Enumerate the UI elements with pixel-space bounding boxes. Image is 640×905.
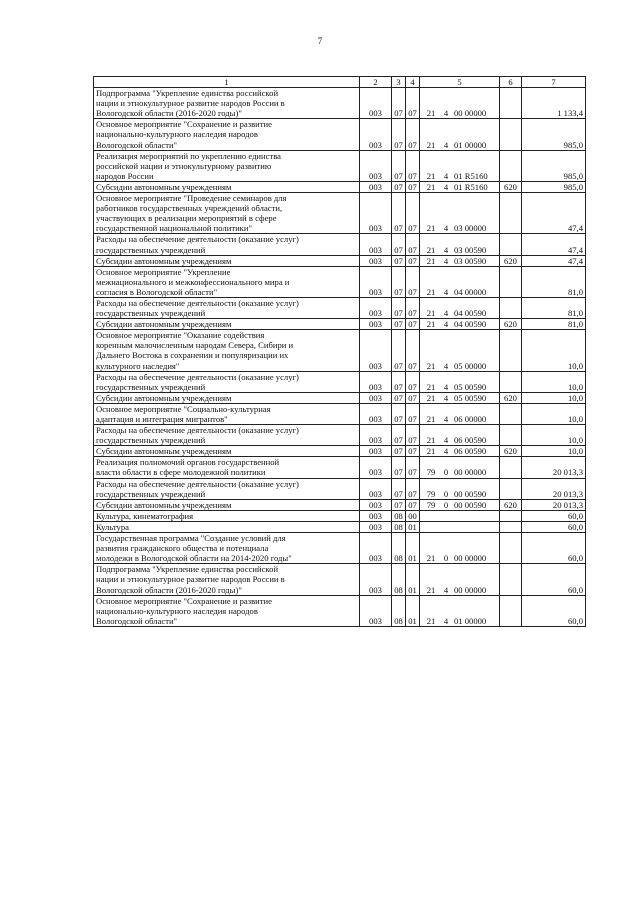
cell-ved: 003: [360, 392, 392, 403]
csr-subprogram: 4: [443, 108, 449, 119]
csr-subprogram: 4: [443, 255, 449, 266]
cell-name: Реализация мероприятий по укреплению единства российской нации и этнокультурному развитию народов России: [94, 150, 360, 181]
table-row: [94, 510, 586, 521]
header-cell-name: 1: [94, 77, 360, 88]
cell-rz: 07: [392, 119, 406, 150]
cell-rz: 07: [392, 446, 406, 457]
cell-rz: 07: [392, 371, 406, 392]
csr-subprogram: 4: [443, 170, 449, 181]
cell-pr: 01: [406, 564, 420, 595]
csr-direction: 00 00590: [454, 499, 487, 510]
csr-direction: 01 00000: [454, 139, 487, 150]
csr-subprogram: 4: [443, 414, 449, 424]
cell-ved: 003: [360, 457, 392, 478]
cell-csr: [420, 88, 500, 119]
cell-csr: [420, 319, 500, 330]
csr-program: 21: [426, 286, 436, 297]
cell-name: Основное мероприятие "Оказание содействия коренным малочисленным народам Севера, Сибири и Дальнего Востока в сохранении и популяризации их культурного наследия": [94, 330, 360, 371]
cell-sum: 60,0: [522, 595, 586, 626]
cell-ved: 003: [360, 319, 392, 330]
csr-program: 21: [426, 446, 436, 457]
table-row: [94, 255, 586, 266]
csr-program: 21: [426, 584, 436, 595]
cell-name: Субсидии автономным учреждениям: [94, 181, 360, 192]
csr-program: 21: [426, 381, 436, 392]
cell-name: Основное мероприятие "Сохранение и развитие национально-культурного наследия народов Вологодской области": [94, 595, 360, 626]
csr-program: 21: [426, 108, 436, 119]
cell-vr: [500, 403, 522, 424]
cell-vr: [500, 266, 522, 297]
cell-vr: 620: [500, 319, 522, 330]
table-row: [94, 533, 586, 564]
csr-subprogram: 4: [443, 381, 449, 392]
table-row: [94, 371, 586, 392]
cell-sum: 60,0: [522, 564, 586, 595]
cell-ved: 003: [360, 478, 392, 499]
cell-csr: [420, 392, 500, 403]
csr-direction: 00 00000: [454, 108, 487, 119]
cell-vr: [500, 533, 522, 564]
cell-vr: [500, 119, 522, 150]
cell-rz: 08: [392, 510, 406, 521]
cell-csr: [420, 595, 500, 626]
cell-rz: 07: [392, 425, 406, 446]
table-row: [94, 478, 586, 499]
table-row: [94, 446, 586, 457]
cell-csr: [420, 425, 500, 446]
csr-program: 21: [426, 244, 436, 255]
cell-pr: 07: [406, 88, 420, 119]
cell-sum: 10,0: [522, 446, 586, 457]
csr-direction: 01 R5160: [454, 181, 488, 192]
cell-csr: [420, 371, 500, 392]
table-row: [94, 266, 586, 297]
cell-sum: 10,0: [522, 392, 586, 403]
cell-csr: [420, 521, 500, 532]
cell-ved: 003: [360, 564, 392, 595]
cell-csr: [420, 564, 500, 595]
cell-vr: [500, 371, 522, 392]
cell-vr: [500, 521, 522, 532]
cell-csr: [420, 193, 500, 234]
cell-csr: [420, 150, 500, 181]
table-row: [94, 392, 586, 403]
cell-vr: 620: [500, 255, 522, 266]
cell-name: Расходы на обеспечение деятельности (оказание услуг) государственных учреждений: [94, 478, 360, 499]
cell-csr: [420, 446, 500, 457]
cell-pr: 07: [406, 150, 420, 181]
header-cell-ved: 2: [360, 77, 392, 88]
cell-pr: 07: [406, 457, 420, 478]
cell-sum: 47,4: [522, 193, 586, 234]
csr-direction: 05 00590: [454, 392, 487, 403]
table-row: [94, 457, 586, 478]
cell-vr: 620: [500, 446, 522, 457]
cell-pr: 07: [406, 478, 420, 499]
cell-name: Расходы на обеспечение деятельности (оказание услуг) государственных учреждений: [94, 297, 360, 318]
cell-rz: 07: [392, 266, 406, 297]
csr-direction: 03 00590: [454, 255, 487, 266]
csr-program: 21: [426, 414, 436, 424]
csr-program: 21: [426, 553, 436, 564]
cell-rz: 07: [392, 193, 406, 234]
csr-direction: 05 00000: [454, 360, 487, 371]
csr-subprogram: 0: [443, 467, 449, 478]
cell-ved: 003: [360, 499, 392, 510]
cell-pr: 07: [406, 193, 420, 234]
cell-vr: [500, 478, 522, 499]
budget-table: [93, 76, 586, 627]
cell-sum: 47,4: [522, 234, 586, 255]
cell-csr: [420, 510, 500, 521]
cell-name: Основное мероприятие "Проведение семинаров для работников государственных учреждений области, участвующих в реализации мероприятий в сфере государственной национальной политики": [94, 193, 360, 234]
csr-direction: 00 00000: [454, 553, 487, 564]
header-cell-vr: 6: [500, 77, 522, 88]
csr-direction: 00 00590: [454, 488, 487, 499]
cell-name: Расходы на обеспечение деятельности (оказание услуг) государственных учреждений: [94, 425, 360, 446]
cell-csr: [420, 181, 500, 192]
cell-csr: [420, 234, 500, 255]
csr-subprogram: 4: [443, 181, 449, 192]
cell-vr: [500, 425, 522, 446]
cell-ved: 003: [360, 181, 392, 192]
cell-ved: 003: [360, 330, 392, 371]
cell-pr: 01: [406, 521, 420, 532]
cell-rz: 08: [392, 533, 406, 564]
cell-name: Субсидии автономным учреждениям: [94, 319, 360, 330]
cell-sum: 10,0: [522, 371, 586, 392]
csr-direction: 03 00000: [454, 223, 487, 234]
cell-csr: [420, 266, 500, 297]
cell-pr: 07: [406, 319, 420, 330]
cell-rz: 07: [392, 499, 406, 510]
cell-name: Расходы на обеспечение деятельности (оказание услуг) государственных учреждений: [94, 234, 360, 255]
cell-vr: 620: [500, 499, 522, 510]
cell-pr: 07: [406, 425, 420, 446]
csr-program: 21: [426, 181, 436, 192]
cell-ved: 003: [360, 446, 392, 457]
csr-program: 21: [426, 223, 436, 234]
cell-rz: 07: [392, 150, 406, 181]
cell-vr: [500, 88, 522, 119]
cell-name: Подпрограмма "Укрепление единства российской нации и этнокультурное развитие народов России в Вологодской области (2016-2020 годы)": [94, 564, 360, 595]
csr-subprogram: 4: [443, 223, 449, 234]
cell-csr: [420, 457, 500, 478]
csr-direction: 05 00590: [454, 381, 487, 392]
cell-csr: [420, 478, 500, 499]
cell-name: Субсидии автономным учреждениям: [94, 499, 360, 510]
cell-rz: 08: [392, 564, 406, 595]
table-row: [94, 119, 586, 150]
csr-subprogram: 4: [443, 446, 449, 457]
table-row: [94, 564, 586, 595]
header-cell-rz: 3: [392, 77, 406, 88]
csr-subprogram: 4: [443, 615, 449, 626]
csr-direction: 06 00590: [454, 446, 487, 457]
csr-subprogram: 4: [443, 435, 449, 446]
cell-ved: 003: [360, 510, 392, 521]
cell-sum: 985,0: [522, 119, 586, 150]
header-cell-sum: 7: [522, 77, 586, 88]
cell-sum: 20 013,3: [522, 499, 586, 510]
csr-direction: 00 00000: [454, 467, 487, 478]
csr-subprogram: 4: [443, 286, 449, 297]
table-row: [94, 403, 586, 424]
table-row: [94, 297, 586, 318]
cell-rz: 07: [392, 457, 406, 478]
csr-program: 21: [426, 139, 436, 150]
csr-subprogram: 4: [443, 139, 449, 150]
table-row: [94, 193, 586, 234]
cell-ved: 003: [360, 595, 392, 626]
csr-program: 21: [426, 319, 436, 330]
csr-subprogram: 0: [443, 499, 449, 510]
cell-pr: 07: [406, 403, 420, 424]
cell-csr: [420, 119, 500, 150]
csr-subprogram: 4: [443, 308, 449, 319]
csr-subprogram: 4: [443, 392, 449, 403]
cell-csr: [420, 330, 500, 371]
table-row: [94, 150, 586, 181]
cell-pr: 07: [406, 371, 420, 392]
cell-sum: 60,0: [522, 533, 586, 564]
cell-rz: 07: [392, 392, 406, 403]
cell-vr: [500, 234, 522, 255]
cell-sum: 60,0: [522, 510, 586, 521]
cell-name: Основное мероприятие "Укрепление межнационального и межконфессионального мира и согласия в Вологодской области": [94, 266, 360, 297]
cell-ved: 003: [360, 403, 392, 424]
cell-pr: 07: [406, 330, 420, 371]
table-row: [94, 234, 586, 255]
cell-csr: [420, 297, 500, 318]
cell-name: Подпрограмма "Укрепление единства российской нации и этнокультурное развитие народов России в Вологодской области (2016-2020 годы)": [94, 88, 360, 119]
cell-sum: 985,0: [522, 181, 586, 192]
csr-direction: 01 00000: [454, 615, 487, 626]
table-row: [94, 499, 586, 510]
header-cell-csr: 5: [420, 77, 500, 88]
cell-vr: [500, 510, 522, 521]
cell-sum: 81,0: [522, 297, 586, 318]
cell-rz: 07: [392, 330, 406, 371]
cell-ved: 003: [360, 521, 392, 532]
cell-sum: 10,0: [522, 330, 586, 371]
table-row: [94, 181, 586, 192]
cell-name: Основное мероприятие "Социально-культурная адаптация и интеграция мигрантов": [94, 403, 360, 424]
table-row: [94, 425, 586, 446]
cell-sum: 60,0: [522, 521, 586, 532]
cell-pr: 07: [406, 181, 420, 192]
header-cell-pr: 4: [406, 77, 420, 88]
csr-direction: 06 00590: [454, 435, 487, 446]
cell-pr: 07: [406, 499, 420, 510]
csr-program: 21: [426, 615, 436, 626]
csr-program: 21: [426, 360, 436, 371]
cell-rz: 07: [392, 234, 406, 255]
cell-pr: 07: [406, 446, 420, 457]
csr-subprogram: 4: [443, 360, 449, 371]
cell-name: Субсидии автономным учреждениям: [94, 255, 360, 266]
cell-vr: 620: [500, 392, 522, 403]
cell-rz: 08: [392, 595, 406, 626]
cell-pr: 07: [406, 392, 420, 403]
cell-ved: 003: [360, 193, 392, 234]
cell-name: Реализация полномочий органов государственной власти области в сфере молодежной политики: [94, 457, 360, 478]
csr-subprogram: 4: [443, 584, 449, 595]
cell-sum: 47,4: [522, 255, 586, 266]
cell-vr: [500, 193, 522, 234]
cell-sum: 20 013,3: [522, 478, 586, 499]
cell-name: Государственная программа "Создание условий для развития гражданского общества и потенциала молодежи в Вологодской области на 2014-2020 годы": [94, 533, 360, 564]
cell-name: Субсидии автономным учреждениям: [94, 446, 360, 457]
cell-ved: 003: [360, 234, 392, 255]
cell-sum: 1 133,4: [522, 88, 586, 119]
csr-direction: 03 00590: [454, 244, 487, 255]
cell-vr: [500, 564, 522, 595]
cell-sum: 10,0: [522, 425, 586, 446]
csr-direction: 04 00590: [454, 319, 487, 330]
csr-program: 21: [426, 435, 436, 446]
cell-pr: 07: [406, 119, 420, 150]
cell-vr: [500, 457, 522, 478]
table-row: [94, 595, 586, 626]
cell-rz: 07: [392, 88, 406, 119]
table-row: [94, 330, 586, 371]
cell-vr: [500, 297, 522, 318]
cell-sum: 10,0: [522, 403, 586, 424]
cell-rz: 07: [392, 255, 406, 266]
cell-vr: [500, 150, 522, 181]
cell-ved: 003: [360, 371, 392, 392]
cell-name: Культура: [94, 521, 360, 532]
cell-vr: [500, 595, 522, 626]
csr-direction: 04 00000: [454, 286, 487, 297]
table-row: [94, 319, 586, 330]
cell-sum: 81,0: [522, 266, 586, 297]
table-body: [94, 88, 586, 627]
cell-ved: 003: [360, 255, 392, 266]
cell-vr: [500, 330, 522, 371]
cell-csr: [420, 499, 500, 510]
table-row: [94, 521, 586, 532]
csr-program: 79: [426, 467, 436, 478]
csr-program: 21: [426, 308, 436, 319]
cell-pr: 07: [406, 266, 420, 297]
cell-name: Расходы на обеспечение деятельности (оказание услуг) государственных учреждений: [94, 371, 360, 392]
csr-program: 79: [426, 488, 436, 499]
csr-program: 79: [426, 499, 436, 510]
cell-ved: 003: [360, 266, 392, 297]
cell-ved: 003: [360, 150, 392, 181]
csr-direction: 01 R5160: [454, 170, 488, 181]
csr-subprogram: 0: [443, 488, 449, 499]
cell-ved: 003: [360, 88, 392, 119]
cell-csr: [420, 533, 500, 564]
cell-rz: 07: [392, 297, 406, 318]
cell-ved: 003: [360, 119, 392, 150]
cell-rz: 07: [392, 478, 406, 499]
csr-subprogram: 0: [443, 553, 449, 564]
cell-rz: 07: [392, 403, 406, 424]
cell-sum: 20 013,3: [522, 457, 586, 478]
csr-program: 21: [426, 392, 436, 403]
cell-sum: 81,0: [522, 319, 586, 330]
cell-csr: [420, 403, 500, 424]
cell-rz: 08: [392, 521, 406, 532]
cell-sum: 985,0: [522, 150, 586, 181]
csr-direction: 00 00000: [454, 584, 487, 595]
csr-direction: 04 00590: [454, 308, 487, 319]
cell-ved: 003: [360, 533, 392, 564]
cell-pr: 01: [406, 533, 420, 564]
cell-pr: 07: [406, 297, 420, 318]
csr-direction: 06 00000: [454, 414, 487, 424]
table-row: [94, 88, 586, 119]
csr-program: 21: [426, 255, 436, 266]
cell-rz: 07: [392, 181, 406, 192]
cell-pr: 00: [406, 510, 420, 521]
cell-name: Основное мероприятие "Сохранение и развитие национально-культурного наследия народов Вологодской области": [94, 119, 360, 150]
cell-pr: 07: [406, 255, 420, 266]
csr-program: 21: [426, 170, 436, 181]
cell-ved: 003: [360, 425, 392, 446]
table-header-row: [94, 77, 586, 88]
cell-name: Субсидии автономным учреждениям: [94, 392, 360, 403]
cell-name: Культура, кинематография: [94, 510, 360, 521]
csr-subprogram: 4: [443, 319, 449, 330]
cell-vr: 620: [500, 181, 522, 192]
cell-csr: [420, 255, 500, 266]
page-number: 7: [317, 36, 323, 46]
csr-subprogram: 4: [443, 244, 449, 255]
cell-pr: 07: [406, 234, 420, 255]
cell-rz: 07: [392, 319, 406, 330]
cell-ved: 003: [360, 297, 392, 318]
cell-pr: 01: [406, 595, 420, 626]
